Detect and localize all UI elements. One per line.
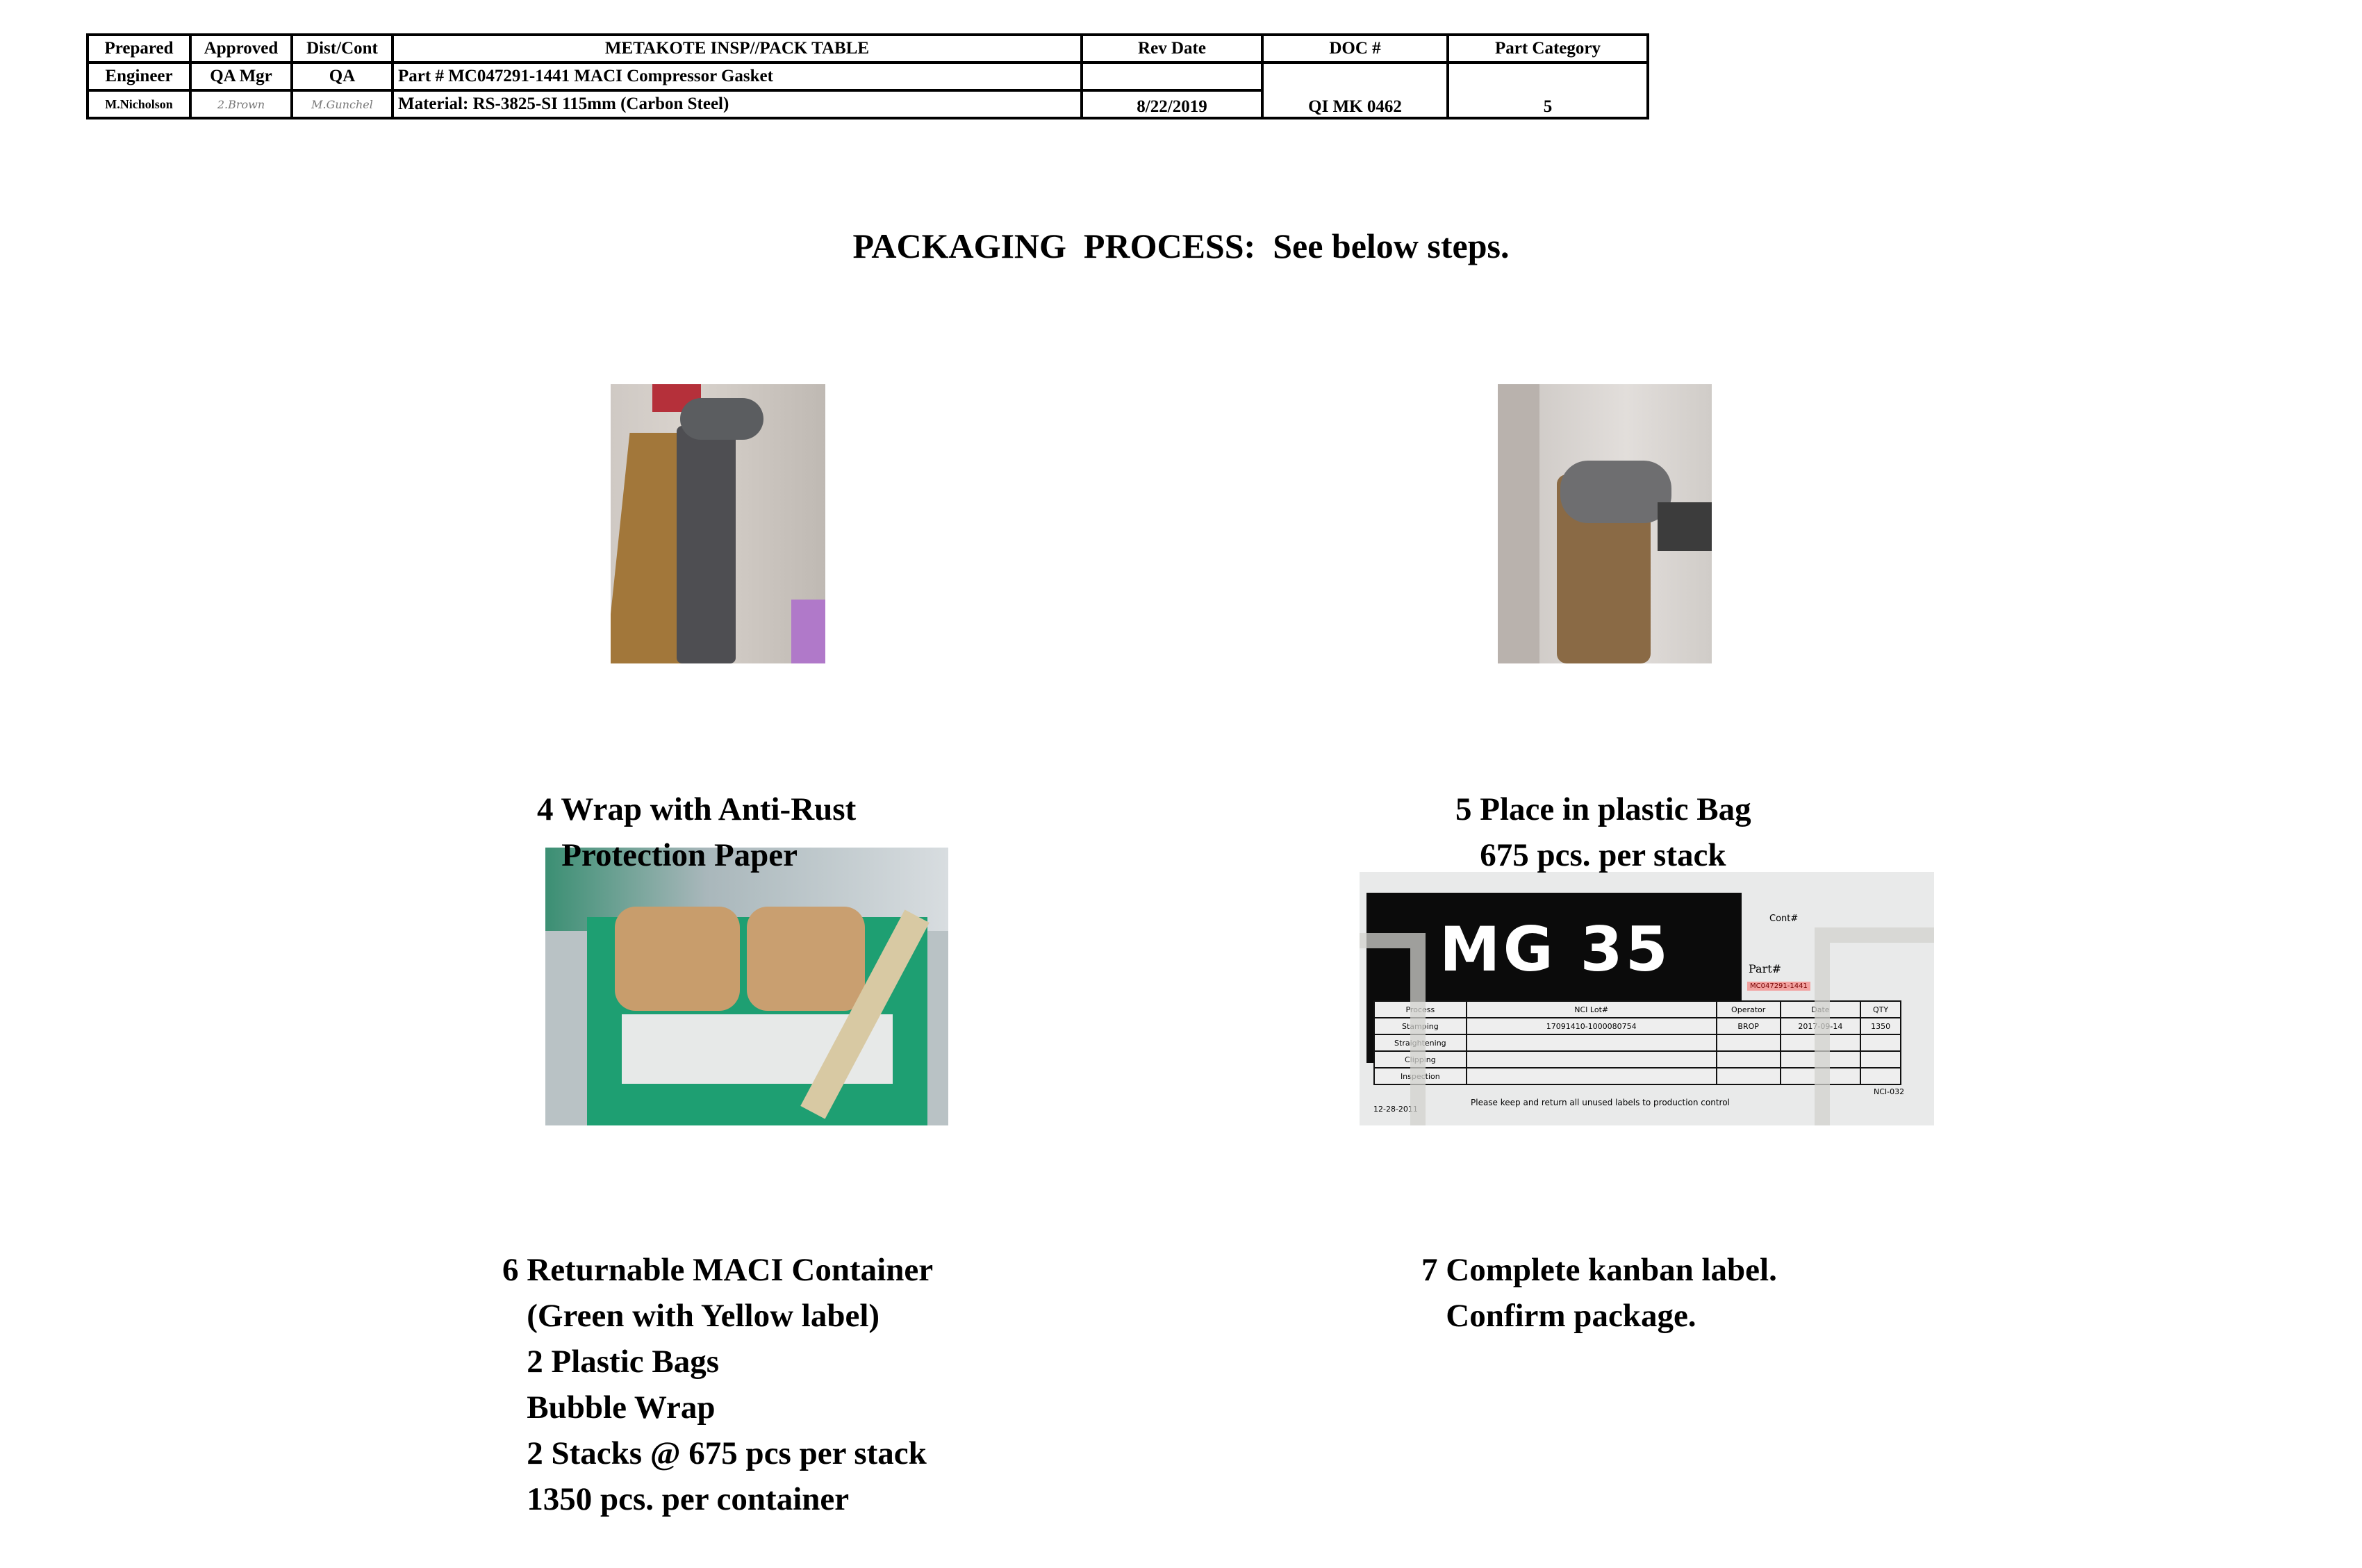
doc-label: DOC #: [1262, 35, 1448, 63]
step-5-caption: 5 Place in plastic Bag 675 pcs. per stack: [1455, 791, 1751, 873]
rev-date: 8/22/2019: [1082, 90, 1262, 118]
kanban-part-label: Part#: [1749, 962, 1782, 975]
photo-plastic-bag: [1498, 384, 1712, 663]
part-line: Part # MC047291-1441 MACI Compressor Gasket: [393, 63, 1082, 90]
dist-signature: M.Gunchel: [292, 90, 393, 118]
approved-signature: 2.Brown: [190, 90, 292, 118]
role-qa: QA: [292, 63, 393, 90]
header-table: [86, 33, 1649, 119]
category-value: 5: [1448, 63, 1648, 118]
kanban-form-date: 12-28-2011: [1373, 1105, 1418, 1114]
step-7-caption: 7 Complete kanban label. Confirm package.: [1421, 1252, 1777, 1334]
kanban-code: MG 35: [1439, 914, 1671, 985]
role-engineer: Engineer: [88, 63, 190, 90]
kanban-table: Process NCI Lot# Operator Date QTY Stamping 17091410-1000080754 BROP 2017-09-14 1350 Straightening Clipping Inspection: [1373, 1000, 1901, 1085]
doc-title: METAKOTE INSP//PACK TABLE: [393, 35, 1082, 63]
category-label: Part Category: [1448, 35, 1648, 63]
rev-date-label: Rev Date: [1082, 35, 1262, 63]
approved-label: Approved: [190, 35, 292, 63]
dist-label: Dist/Cont: [292, 35, 393, 63]
step-4-caption: 4 Wrap with Anti-Rust Protection Paper: [537, 791, 857, 873]
page-title: PACKAGING PROCESS: See below steps.: [852, 226, 1510, 265]
prepared-label: Prepared: [88, 35, 190, 63]
prepared-name: M.Nicholson: [88, 90, 190, 118]
photo-wrap-paper: [611, 384, 825, 663]
material-line: Material: RS-3825-SI 115mm (Carbon Steel): [393, 90, 1082, 118]
doc-number: QI MK 0462: [1262, 63, 1448, 118]
kanban-cont: Cont#: [1769, 914, 1799, 924]
step-6-caption: 6 Returnable MACI Container (Green with Yellow label) 2 Plastic Bags Bubble Wrap 2 Stacks @ 675 pcs per stack 1350 pcs. per container: [502, 1252, 934, 1517]
role-qa-mgr: QA Mgr: [190, 63, 292, 90]
kanban-form-id: NCI-032: [1874, 1087, 1905, 1096]
kanban-part: MC047291-1441: [1747, 982, 1810, 991]
kanban-footer: Please keep and return all unused labels to production control: [1471, 1098, 1730, 1107]
